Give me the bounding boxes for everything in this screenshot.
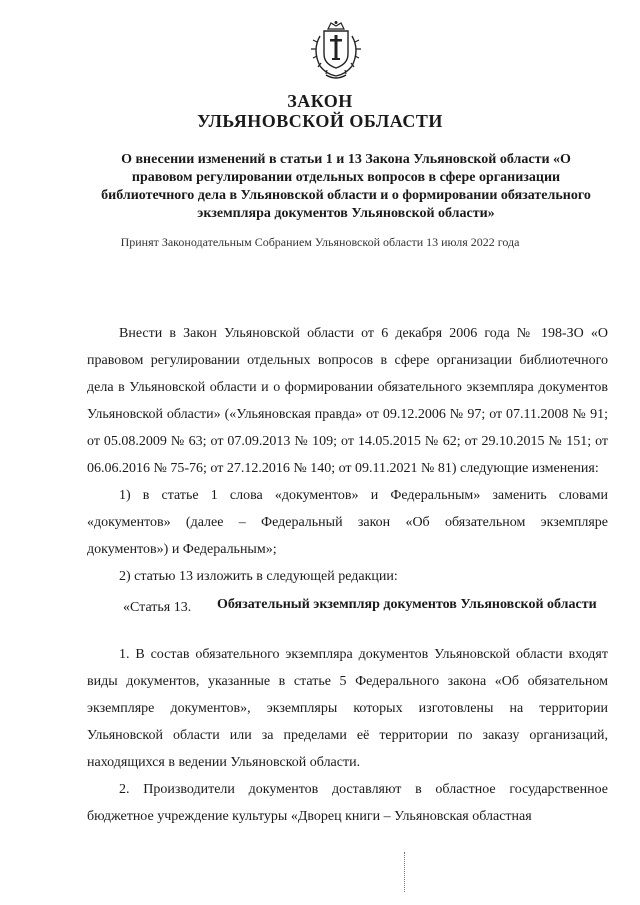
law-subtitle: О внесении изменений в статьи 1 и 13 Закона Ульяновской области «О правовом регулировании отдельных вопросов в сфере организации библиотечного дела в Ульяновской области и о формировании обязательного экземпляра документов Ульяновской области» [101,152,591,221]
law-body [87,320,608,830]
scan-mark [404,852,406,892]
article-title: Обязательный экземпляр документов Ульяновской области [217,597,597,612]
article-clause-2: 2. Производители документов доставляют в областное государственное бюджетное учреждение культуры «Дворец книги – Ульяновская областная [87,782,608,824]
paragraph-intro: Внести в Закон Ульяновской области от 6 декабря 2006 года № 198-ЗО «О правовом регулировании отдельных вопросов в сфере организации библиотечного дела в Ульяновской области и о формировании обязательного экземпляра документов Ульяновской области» («Ульяновская правда» от 09.12.2006 № 97; от 07.11.2008 № 91; от 05.08.2009 № 63; от 07.09.2013 № 109; от 14.05.2015 № 62; от 29.10.2015 № 151; от 06.06.2016 № 75-76; от 27.12.2016 № 140; от 09.11.2021 № 81) следующие изменения: [87,326,608,476]
paragraph-amendment-2: 2) статью 13 изложить в следующей редакции: [119,569,398,584]
article-number: «Статья 13. [123,600,192,615]
adoption-note: Принят Законодательным Собранием Ульяновской области 13 июля 2022 года [120,235,520,249]
ulyanovsk-oblast-coat-of-arms-icon [306,20,366,82]
law-title: ЗАКОН [287,91,353,111]
paragraph-amendment-1: 1) в статье 1 слова «документов» и Федеральным» заменить словами «документов» (далее – Федеральный закон «Об обязательном экземпляре документов») и Федеральным»; [87,488,608,557]
article-heading [87,594,608,621]
article-clause-1: 1. В состав обязательного экземпляра документов Ульяновской области входят виды документов, указанные в статье 5 Федерального закона «Об обязательном экземпляре документов», экземпляры которых изготовлены на территории Ульяновской области или за пределами её территории по заказу организаций, находящихся в ведении Ульяновской области. [87,647,608,770]
law-region-title: УЛЬЯНОВСКОЙ ОБЛАСТИ [197,111,443,131]
